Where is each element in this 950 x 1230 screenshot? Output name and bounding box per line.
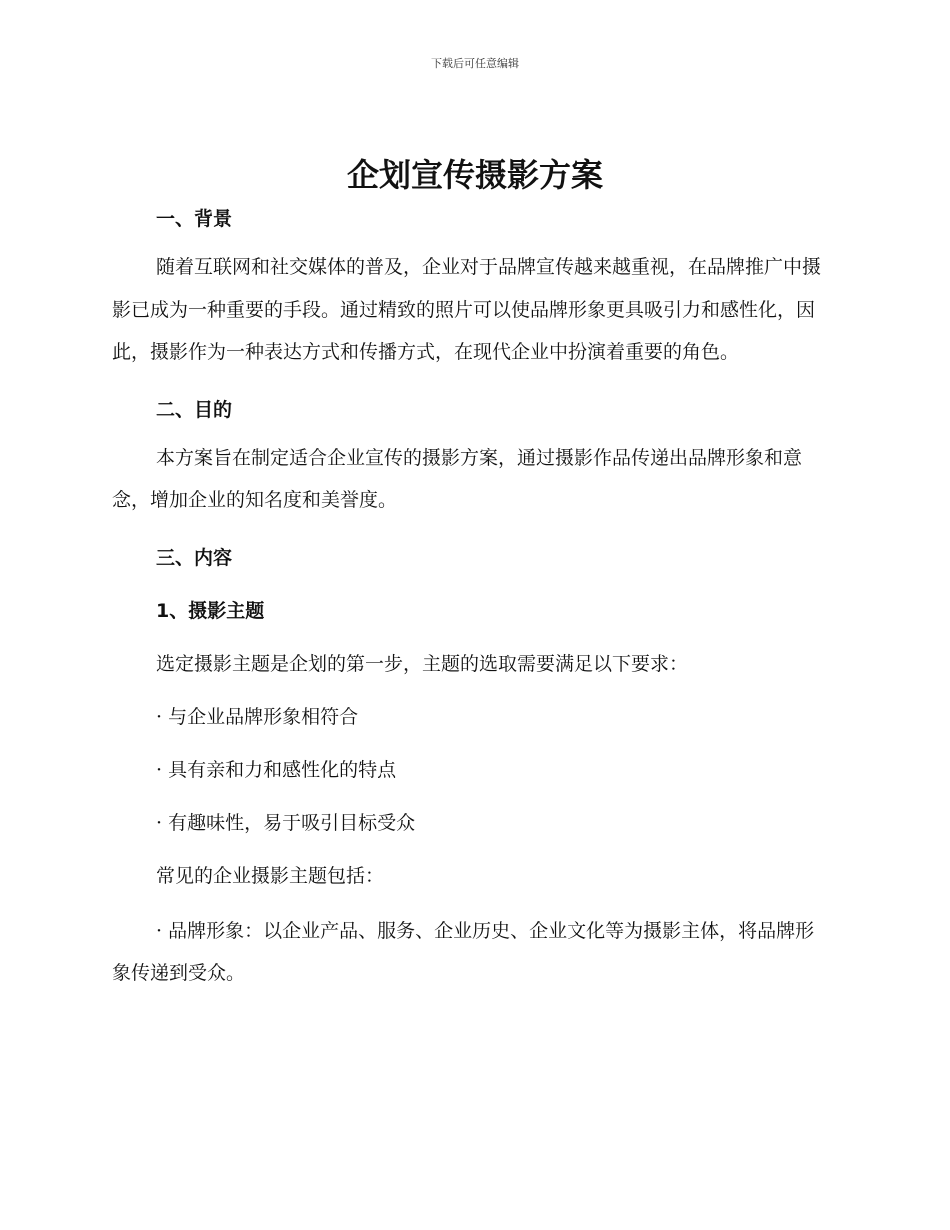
paragraph-common-themes: 常见的企业摄影主题包括： (156, 864, 385, 887)
list-item-requirement-1: · 与企业品牌形象相符合 (156, 705, 359, 728)
heading-content: 三、内容 (156, 546, 233, 569)
paragraph-background: 随着互联网和社交媒体的普及，企业对于品牌宣传越来越重视，在品牌推广中摄影已成为一种重要的手段。通过精致的照片可以使品牌形象更具吸引力和感性化，因此，摄影作为一种表达方式和传播方式，在现代企业中扮演着重要的角色。 (112, 256, 822, 363)
heading-purpose: 二、目的 (156, 398, 233, 421)
page-header-note: 下载后可任意编辑 (431, 57, 519, 70)
list-item-theme-brand: · 品牌形象：以企业产品、服务、企业历史、企业文化等为摄影主体，将品牌形象传递到受众。 (112, 919, 815, 984)
list-item-requirement-2: · 具有亲和力和感性化的特点 (156, 758, 397, 781)
list-item-requirement-3: · 有趣味性，易于吸引目标受众 (156, 811, 416, 834)
subheading-photo-theme: 1、摄影主题 (156, 599, 265, 622)
paragraph-theme-intro: 选定摄影主题是企划的第一步，主题的选取需要满足以下要求： (156, 652, 689, 675)
document-title: 企划宣传摄影方案 (346, 156, 603, 194)
paragraph-purpose: 本方案旨在制定适合企业宣传的摄影方案，通过摄影作品传递出品牌形象和意念，增加企业的知名度和美誉度。 (112, 446, 803, 511)
document-body (112, 200, 832, 995)
heading-background: 一、背景 (156, 208, 233, 230)
